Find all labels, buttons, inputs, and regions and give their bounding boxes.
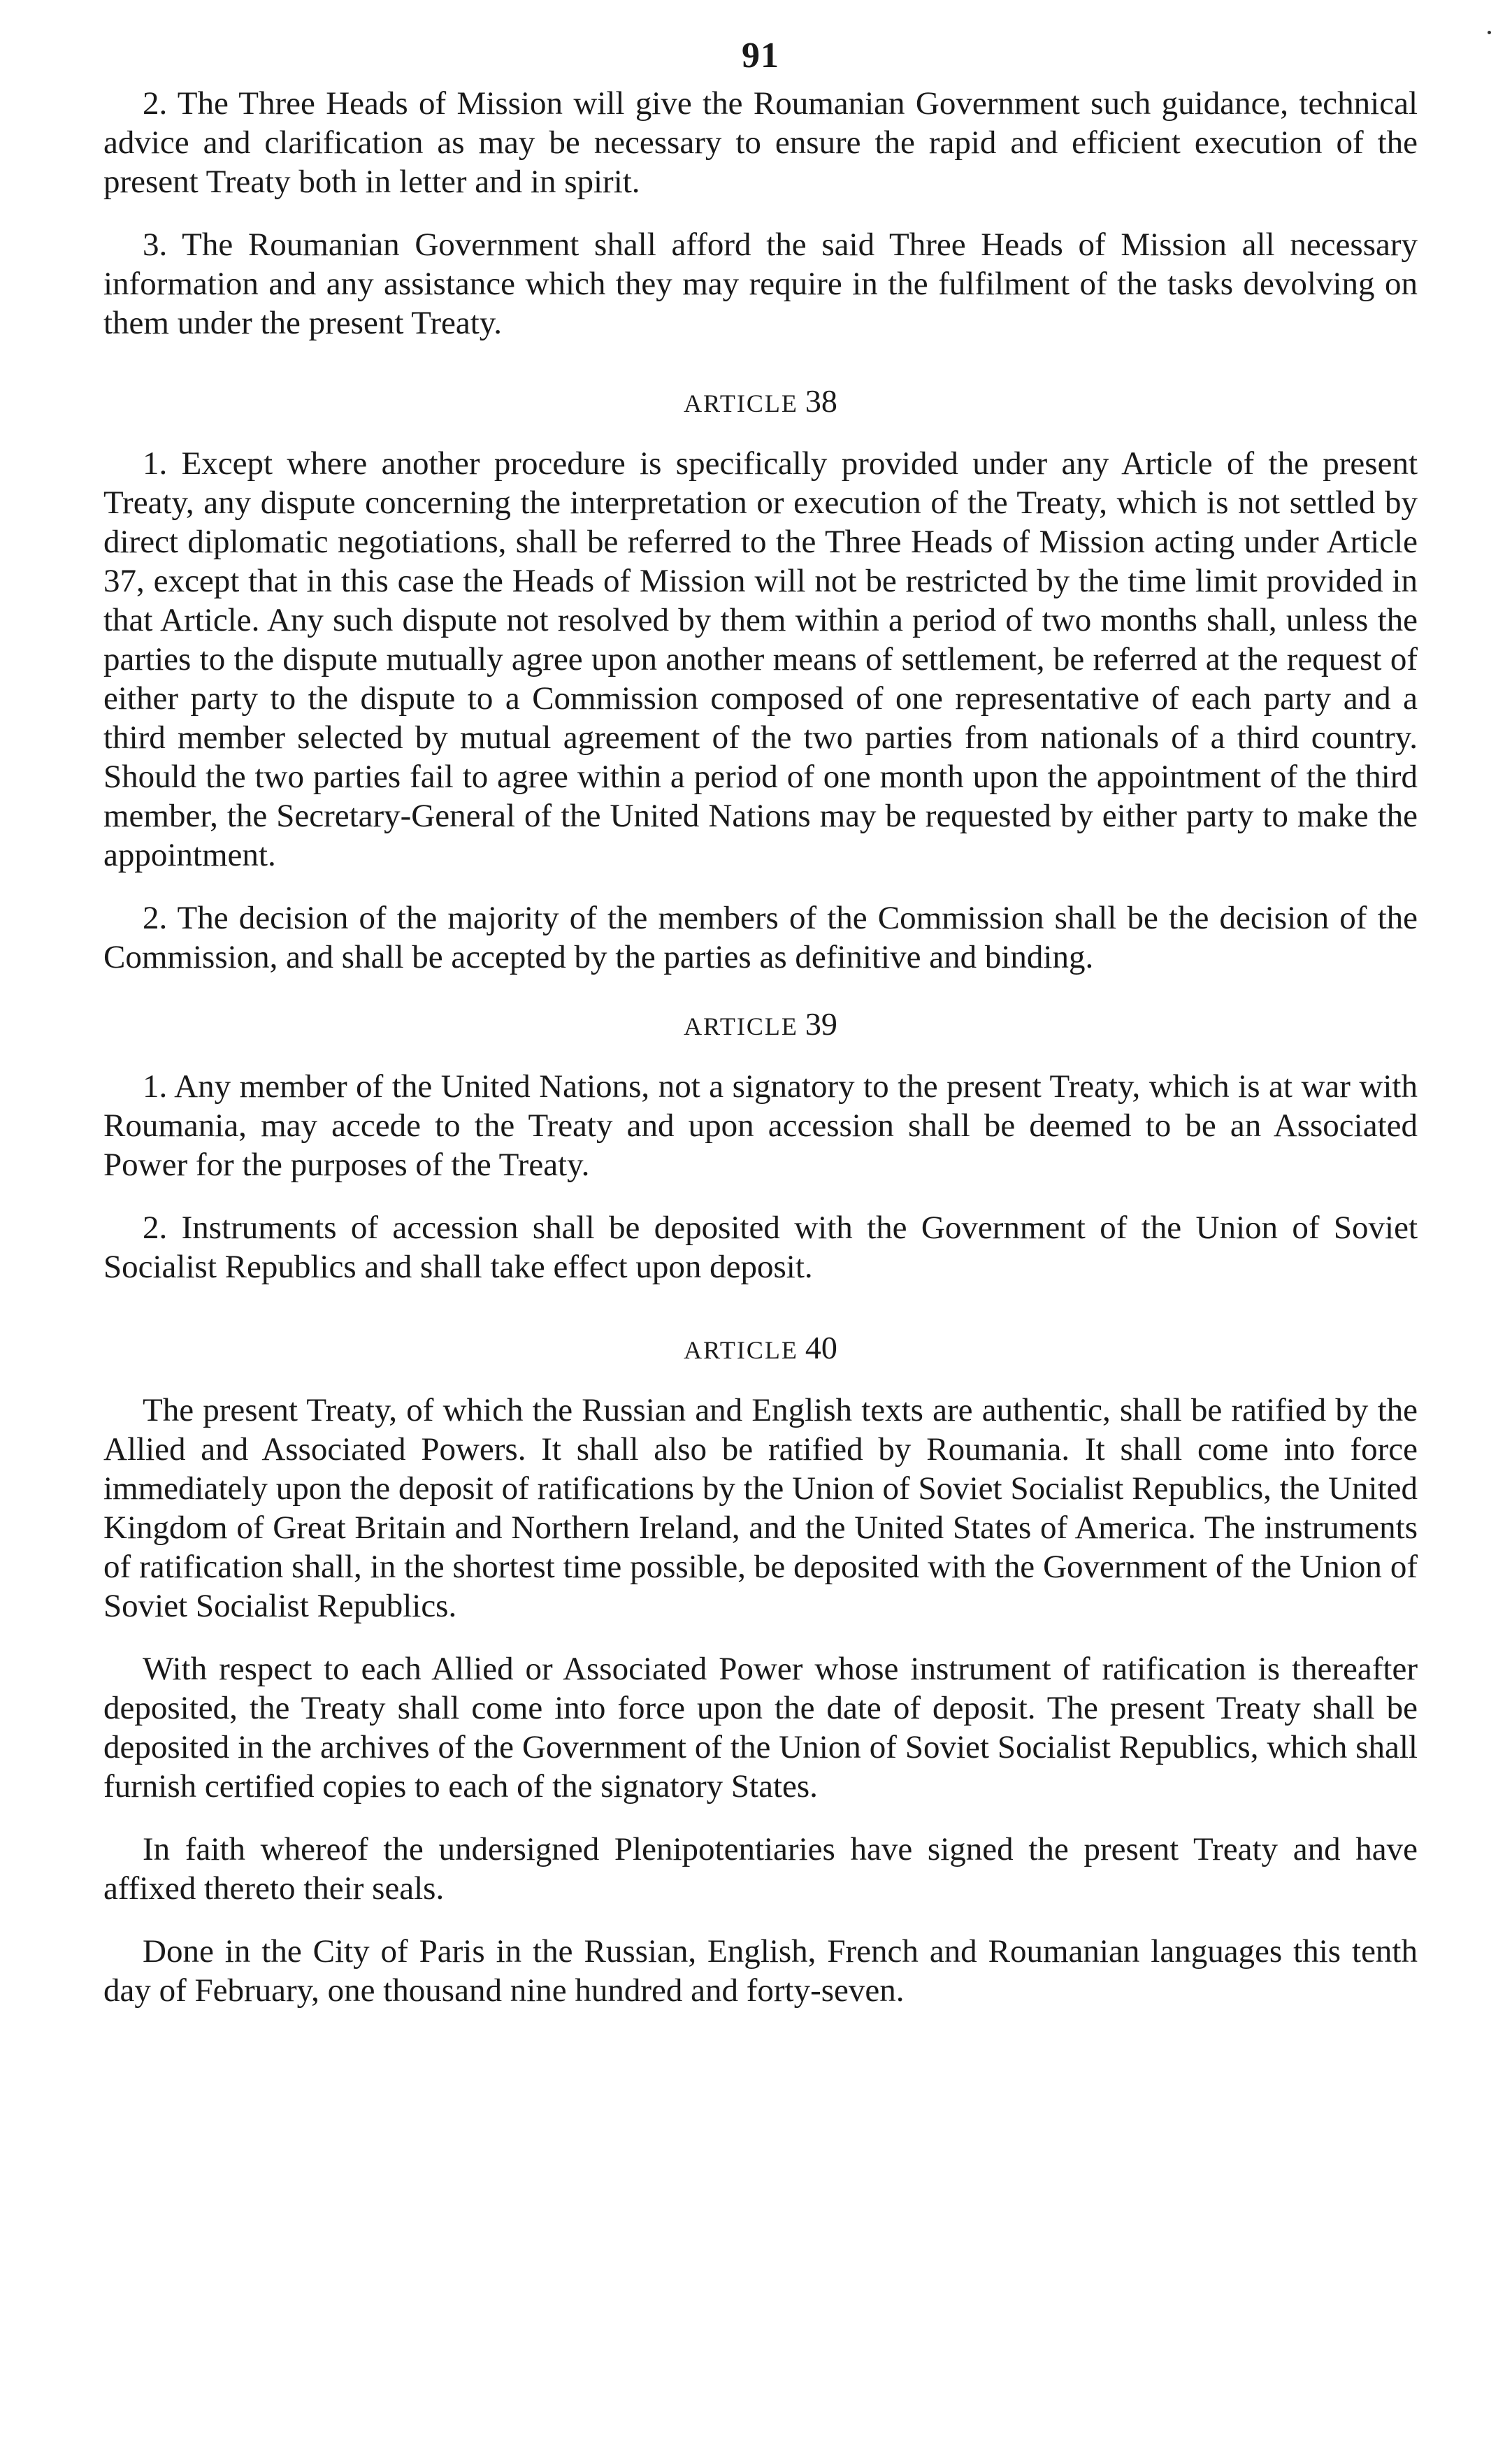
paragraph: Done in the City of Paris in the Russian, English, French and Roumanian languages this tenth day of February, one thousand nine hundred and forty-seven.: [103, 1933, 1418, 2009]
paragraph: In faith whereof the undersigned Plenipotentiaries have signed the present Treaty and have affixed thereto their seals.: [103, 1831, 1418, 1907]
article-heading: [103, 1328, 1418, 1370]
section-article-40: [103, 1328, 1418, 2010]
scan-speck: [1488, 31, 1491, 34]
article-number: 39: [805, 1006, 837, 1042]
paragraph: 1. Except where another procedure is specifically provided under any Article of the present Treaty, any dispute concerning the interpretation or execution of the Treaty, which is not settled by direct diplomatic negotiations, shall be referred to the Three Heads of Mission acting under Article 37, except that in this case the Heads of Mission will not be restricted by the time limit provided in that Article. Any such dispute not resolved by them within a period of two months shall, unless the parties to the dispute mutually agree upon another means of settlement, be referred at the request of either party to the dispute to a Commission composed of one representative of each party and a third member selected by mutual agreement of the two parties from nationals of a third country. Should the two parties fail to agree within a period of one month upon the appointment of the third member, the Secretary-General of the United Nations may be requested by either party to make the appointment.: [103, 445, 1418, 873]
article-label: ARTICLE: [684, 1336, 798, 1364]
paragraph: The present Treaty, of which the Russian and English texts are authentic, shall be ratified by the Allied and Associated Powers. It shall also be ratified by Roumania. It shall come into force immediately upon the deposit of ratifications by the Union of Soviet Socialist Republics, the United Kingdom of Great Britain and Northern Ireland, and the United States of America. The instruments of ratification shall, in the shortest time possible, be deposited with the Government of the Union of Soviet Socialist Republics.: [103, 1392, 1418, 1624]
article-number: 40: [805, 1330, 837, 1365]
paragraph: 1. Any member of the United Nations, not a signatory to the present Treaty, which is at war with Roumania, may accede to the Treaty and upon accession shall be deemed to be an Associated Power for the purposes of the Treaty.: [103, 1068, 1418, 1183]
section-article-38: [103, 382, 1418, 977]
article-number: 38: [805, 383, 837, 419]
paragraph: 2. The Three Heads of Mission will give the Roumanian Government such guidance, technical advice and clarification as may be necessary to ensure the rapid and efficient execution of the present Treaty both in letter and in spirit.: [103, 85, 1418, 200]
article-heading: [103, 1005, 1418, 1046]
paragraph: 2. Instruments of accession shall be deposited with the Government of the Union of Soviet Socialist Republics and shall take effect upon deposit.: [103, 1210, 1418, 1285]
paragraph: With respect to each Allied or Associated Power whose instrument of ratification is thereafter deposited, the Treaty shall come into force upon the date of deposit. The present Treaty shall be deposited in the archives of the Government of the Union of Soviet Socialist Republics, which shall furnish certified copies to each of the signatory States.: [103, 1651, 1418, 1805]
section-article-37-continued: [103, 84, 1418, 343]
section-article-39: [103, 1005, 1418, 1286]
article-heading: [103, 382, 1418, 423]
page-number: 91: [742, 36, 779, 76]
article-label: ARTICLE: [684, 1012, 798, 1040]
paragraph: 3. The Roumanian Government shall afford the said Three Heads of Mission all necessary information and any assistance which they may require in the fulfilment of the tasks devolving on them under the present Treaty.: [103, 227, 1418, 341]
paragraph: 2. The decision of the majority of the members of the Commission shall be the decision of the Commission, and shall be accepted by the parties as definitive and binding.: [103, 900, 1418, 975]
article-label: ARTICLE: [684, 389, 798, 417]
document-page: [103, 28, 1418, 2034]
